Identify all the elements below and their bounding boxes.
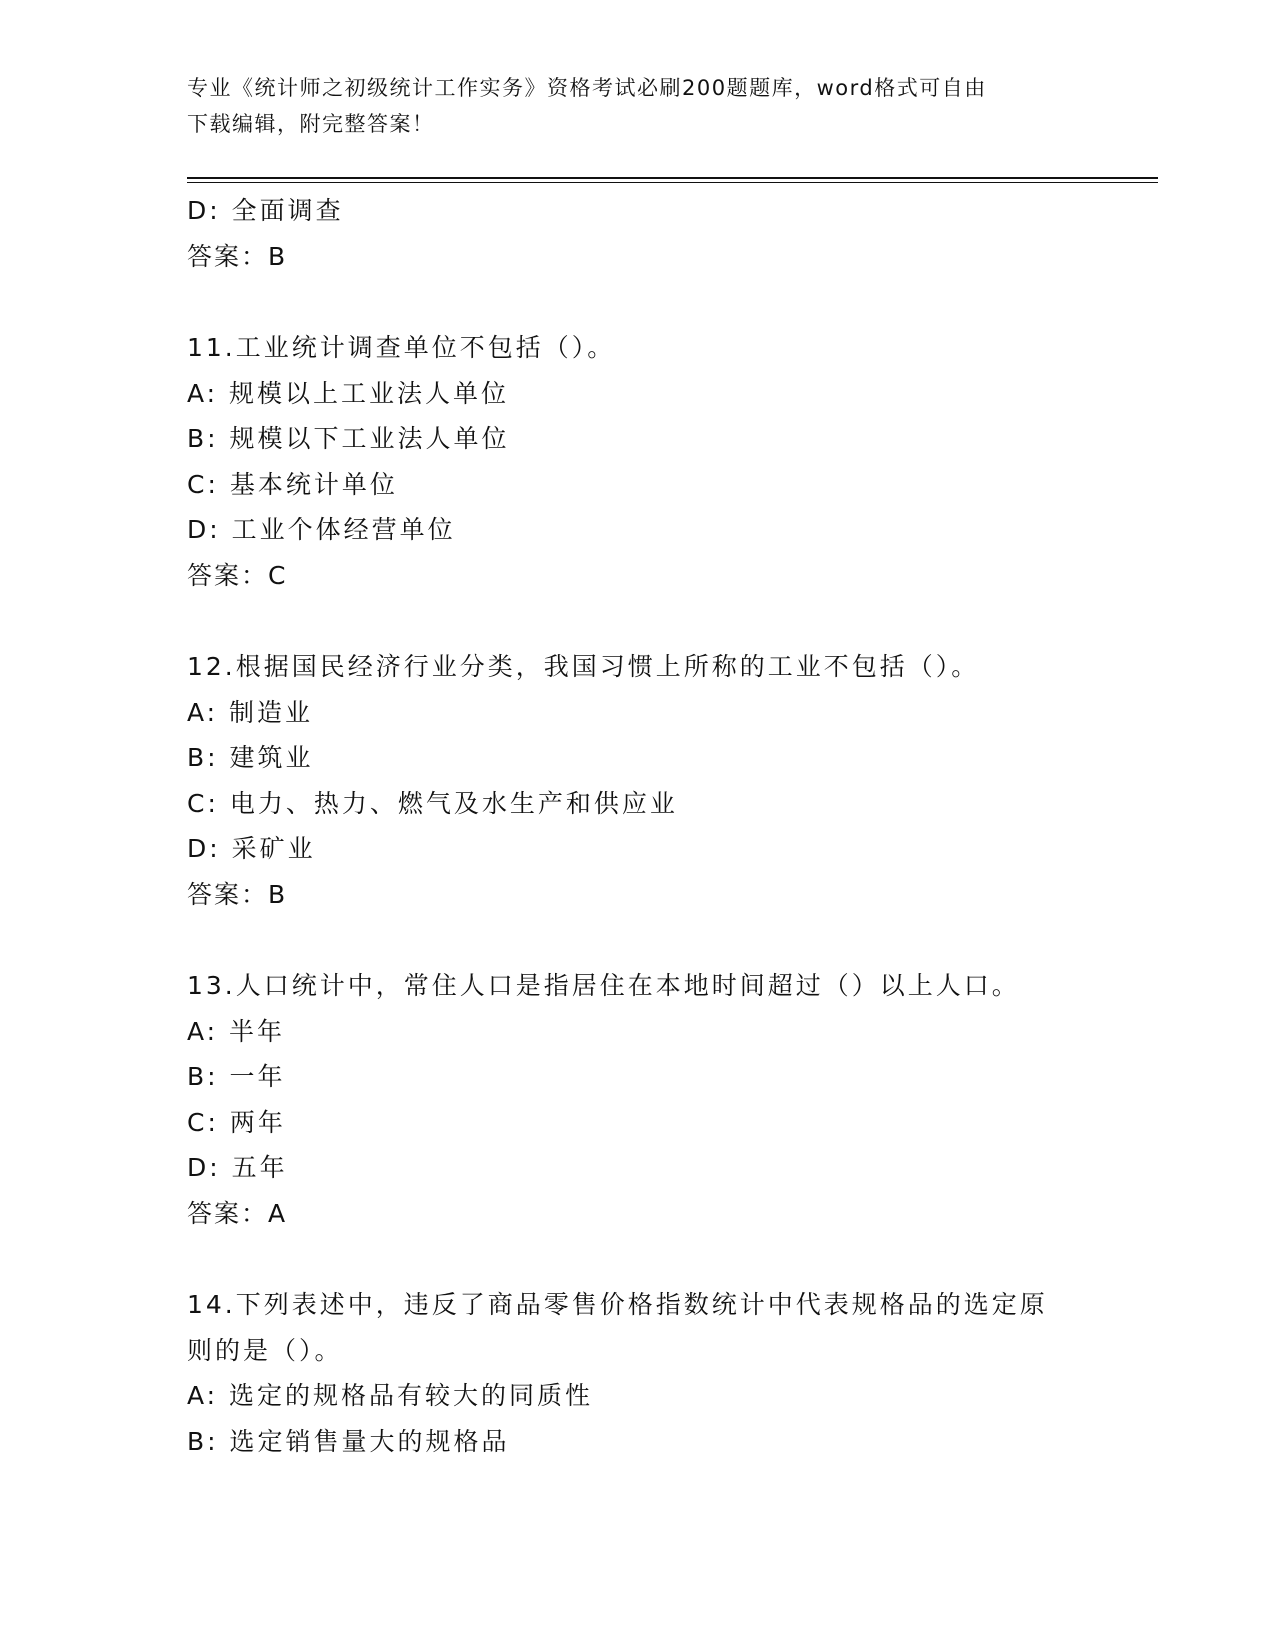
option-a: A: 半年 [187, 1016, 286, 1046]
header-line-2: 下载编辑，附完整答案！ [187, 112, 435, 136]
answer-line: 答案：C [187, 560, 288, 590]
question-list [187, 188, 1087, 1464]
answer-line: 答案：B [187, 241, 288, 271]
answer-line: 答案：A [187, 1198, 288, 1228]
option-b: B: 选定销售量大的规格品 [187, 1426, 510, 1456]
question-stem: 13.人口统计中，常住人口是指居住在本地时间超过（）以上人口。 [187, 971, 1020, 1000]
option-a: A: 制造业 [187, 697, 314, 727]
option-d: D: 工业个体经营单位 [187, 515, 456, 544]
header-divider-thick [187, 177, 1158, 179]
spacer [187, 917, 1087, 963]
question-stem: 11.工业统计调查单位不包括（）。 [187, 333, 616, 362]
option-d: D: 采矿业 [187, 834, 316, 863]
spacer [187, 1236, 1087, 1282]
option-b: B: 一年 [187, 1062, 286, 1091]
option-a: A: 规模以上工业法人单位 [187, 378, 510, 408]
spacer [187, 279, 1087, 325]
question-stem-line-1: 14.下列表述中，违反了商品零售价格指数统计中代表规格品的选定原 [187, 1290, 1048, 1319]
option-d: D: 五年 [187, 1153, 288, 1182]
answer-line: 答案：B [187, 879, 288, 909]
option-d: D: 全面调查 [187, 196, 344, 225]
option-c: C: 电力、热力、燃气及水生产和供应业 [187, 788, 678, 818]
document-header [187, 70, 1067, 142]
option-b: B: 建筑业 [187, 743, 314, 772]
question-stem-line-2: 则的是（）。 [187, 1335, 343, 1365]
header-divider-thin [187, 182, 1158, 183]
option-c: C: 两年 [187, 1107, 286, 1137]
option-c: C: 基本统计单位 [187, 469, 398, 499]
spacer [187, 598, 1087, 644]
question-stem: 12.根据国民经济行业分类，我国习惯上所称的工业不包括（）。 [187, 652, 980, 681]
option-b: B: 规模以下工业法人单位 [187, 424, 510, 453]
option-a: A: 选定的规格品有较大的同质性 [187, 1381, 594, 1410]
header-line-1: 专业《统计师之初级统计工作实务》资格考试必刷200题题库，word格式可自由 [187, 76, 987, 100]
